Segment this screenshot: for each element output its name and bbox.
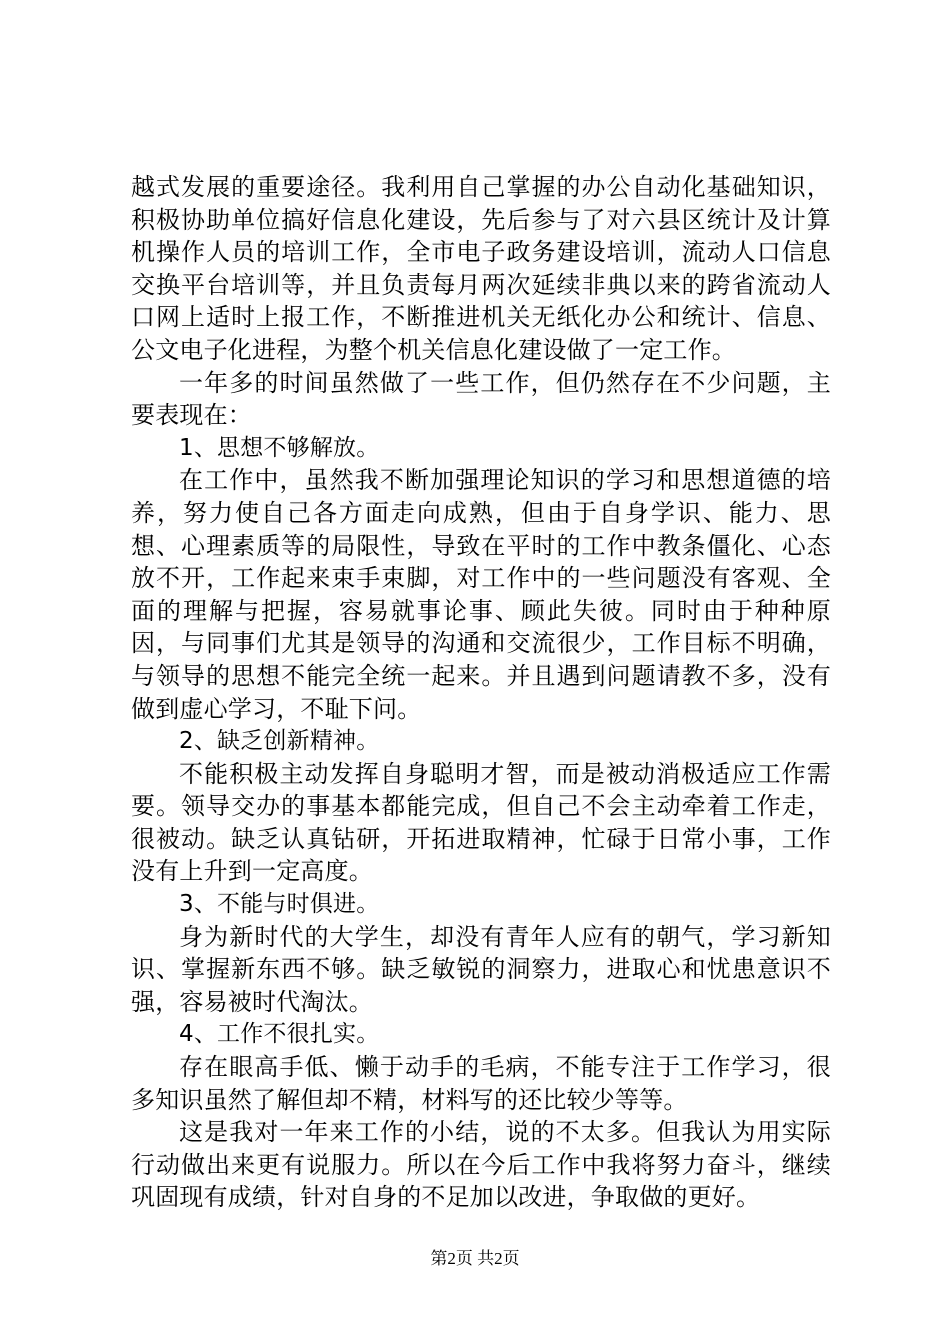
paragraph-problems-intro: 一年多的时间虽然做了一些工作，但仍然存在不少问题，主要表现在： (131, 368, 831, 430)
heading-problem-3: 3、不能与时俱进。 (179, 891, 380, 918)
paragraph-problem-1: 在工作中，虽然我不断加强理论知识的学习和思想道德的培养，努力使自己各方面走向成熟，但由于自身学识、能力、思想、心理素质等的局限性，导致在平时的工作中教条僵化、心态放不开，工作起来束手束脚，对工作中的一些问题没有客观、全面的理解与把握，容易就事论事、顾此失彼。同时由于种种原因，与同事们尤其是领导的沟通和交流很少，工作目标不明确，与领导的思想不能完全统一起来。并且遇到问题请教不多，没有做到虚心学习，不耻下问。 (131, 466, 831, 723)
paragraph-conclusion: 这是我对一年来工作的小结，说的不太多。但我认为用实际行动做出来更有说服力。所以在今后工作中我将努力奋斗，继续巩固现有成绩，针对自身的不足加以改进，争取做的更好。 (131, 1118, 831, 1212)
document-body (131, 171, 831, 1214)
paragraph-continued: 越式发展的重要途径。我利用自己掌握的办公自动化基础知识，积极协助单位搞好信息化建设，先后参与了对六县区统计及计算机操作人员的培训工作，全市电子政务建设培训，流动人口信息交换平台培训等，并且负责每月两次延续非典以来的跨省流动人口网上适时上报工作，不断推进机关无纸化办公和统计、信息、公文电子化进程，为整个机关信息化建设做了一定工作。 (131, 173, 831, 364)
paragraph-problem-4: 存在眼高手低、懒于动手的毛病，不能专注于工作学习，很多知识虽然了解但却不精，材料写的还比较少等等。 (131, 1053, 831, 1114)
paragraph-problem-3: 身为新时代的大学生，却没有青年人应有的朝气，学习新知识、掌握新东西不够。缺乏敏锐的洞察力，进取心和忧患意识不强，容易被时代淘汰。 (131, 922, 831, 1016)
heading-problem-1: 1、思想不够解放。 (179, 434, 380, 461)
heading-problem-2: 2、缺乏创新精神。 (179, 728, 380, 755)
page-number-footer: 第2页 共2页 (430, 1249, 520, 1268)
heading-problem-4: 4、工作不很扎实。 (179, 1021, 380, 1048)
paragraph-problem-2: 不能积极主动发挥自身聪明才智，而是被动消极适应工作需要。领导交办的事基本都能完成，但自己不会主动牵着工作走，很被动。缺乏认真钻研，开拓进取精神，忙碌于日常小事，工作没有上升到一定高度。 (131, 759, 831, 886)
